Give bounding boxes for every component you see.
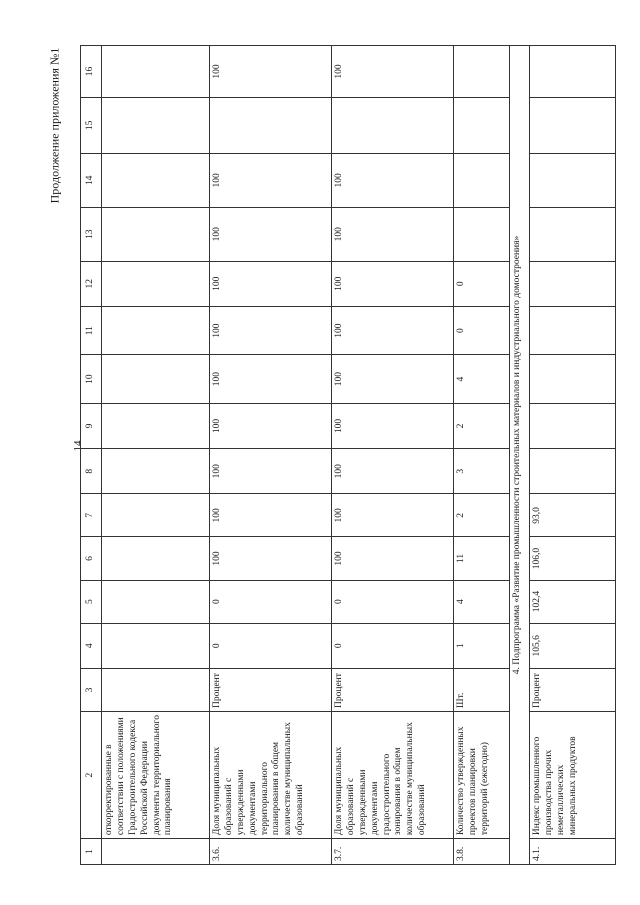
table-row: [530, 46, 616, 865]
value-cell: 100: [210, 355, 332, 403]
header-cell: 13: [81, 207, 102, 261]
value-cell: 100: [210, 403, 332, 448]
value-cell: 100: [332, 46, 454, 98]
value-cell: [102, 537, 210, 580]
value-cell: [102, 261, 210, 306]
indicator-name-cell: Количество утвержденных проектов планировки территорий (ежегодно): [454, 711, 510, 838]
value-cell: [102, 449, 210, 494]
unit-cell: Шт.: [454, 668, 510, 711]
value-cell: 0: [210, 580, 332, 623]
unit-cell: Процент: [530, 668, 616, 711]
indicator-name-cell: Доля муниципальных образований с утвержденными документами градостроительного зонирования в общем количестве муниципальных образований: [332, 711, 454, 838]
value-cell: 100: [210, 494, 332, 537]
value-cell: [102, 153, 210, 207]
value-cell: 100: [332, 306, 454, 354]
page-number: 14: [72, 440, 84, 452]
value-cell: 102,4: [530, 580, 616, 623]
header-cell: 6: [81, 537, 102, 580]
header-cell: 12: [81, 261, 102, 306]
value-cell: [332, 97, 454, 153]
value-cell: 11: [454, 537, 510, 580]
value-cell: 1: [454, 623, 510, 668]
value-cell: [530, 207, 616, 261]
value-cell: [530, 403, 616, 448]
value-cell: 4: [454, 355, 510, 403]
header-cell: 9: [81, 403, 102, 448]
value-cell: [102, 207, 210, 261]
header-cell: 3: [81, 668, 102, 711]
table-row: [102, 46, 210, 865]
value-cell: [102, 403, 210, 448]
value-cell: 100: [210, 537, 332, 580]
value-cell: [102, 355, 210, 403]
value-cell: [454, 207, 510, 261]
table-row: [210, 46, 332, 865]
value-cell: [102, 306, 210, 354]
indicator-name-cell: Индекс промышленного производства прочих неметаллических минеральных продуктов: [530, 711, 616, 838]
header-cell: 11: [81, 306, 102, 354]
indicator-name-cell: Доля муниципальных образований с утвержденными документами территориального планирования в общем количестве муниципальных образований: [210, 711, 332, 838]
value-cell: 100: [210, 449, 332, 494]
value-cell: 100: [332, 403, 454, 448]
subprogram-title: 4. Подпрограмма «Развитие промышленности строительных материалов и индустриального домостроения»: [510, 46, 530, 865]
value-cell: [454, 153, 510, 207]
value-cell: 93,0: [530, 494, 616, 537]
row-number-cell: 3.7.: [332, 839, 454, 865]
header-row: [81, 46, 102, 865]
header-cell: 16: [81, 46, 102, 98]
header-cell: 2: [81, 711, 102, 838]
subprogram-row: [510, 46, 530, 865]
unit-cell: Процент: [332, 668, 454, 711]
table-row: [454, 46, 510, 865]
value-cell: 100: [210, 46, 332, 98]
value-cell: [102, 580, 210, 623]
row-number-cell: 3.8.: [454, 839, 510, 865]
value-cell: 0: [332, 623, 454, 668]
value-cell: [454, 46, 510, 98]
header-cell: 4: [81, 623, 102, 668]
value-cell: 100: [210, 207, 332, 261]
value-cell: 100: [332, 449, 454, 494]
value-cell: 100: [210, 153, 332, 207]
value-cell: [530, 46, 616, 98]
value-cell: 100: [332, 355, 454, 403]
row-number-cell: 4.1.: [530, 839, 616, 865]
header-cell: 8: [81, 449, 102, 494]
row-number-cell: [102, 839, 210, 865]
table-row: [332, 46, 454, 865]
value-cell: [102, 97, 210, 153]
value-cell: 105,6: [530, 623, 616, 668]
value-cell: 3: [454, 449, 510, 494]
value-cell: [102, 46, 210, 98]
value-cell: [530, 449, 616, 494]
value-cell: 100: [332, 153, 454, 207]
value-cell: [530, 306, 616, 354]
header-cell: 14: [81, 153, 102, 207]
header-cell: 5: [81, 580, 102, 623]
value-cell: [530, 97, 616, 153]
value-cell: 2: [454, 494, 510, 537]
header-cell: 10: [81, 355, 102, 403]
value-cell: 100: [332, 494, 454, 537]
table-body: [81, 46, 616, 865]
value-cell: 2: [454, 403, 510, 448]
value-cell: 0: [332, 580, 454, 623]
value-cell: 100: [210, 306, 332, 354]
unit-cell: Процент: [210, 668, 332, 711]
continuation-label: Продолжение приложения №1: [47, 47, 62, 204]
value-cell: 100: [332, 537, 454, 580]
indicators-table: [80, 45, 616, 865]
value-cell: [530, 355, 616, 403]
value-cell: [530, 153, 616, 207]
value-cell: 100: [332, 207, 454, 261]
header-cell: 15: [81, 97, 102, 153]
value-cell: [210, 97, 332, 153]
value-cell: 4: [454, 580, 510, 623]
value-cell: [102, 623, 210, 668]
value-cell: 0: [210, 623, 332, 668]
header-cell: 1: [81, 839, 102, 865]
value-cell: 106,0: [530, 537, 616, 580]
header-cell: 7: [81, 494, 102, 537]
value-cell: 0: [454, 261, 510, 306]
value-cell: [102, 494, 210, 537]
value-cell: [530, 261, 616, 306]
document-table-area: [80, 45, 610, 865]
indicator-name-cell: откорректированные в соответствии с положениями Градостроительного кодекса Российской Федерации документы территориального планирования: [102, 711, 210, 838]
value-cell: 100: [332, 261, 454, 306]
unit-cell: [102, 668, 210, 711]
value-cell: 100: [210, 261, 332, 306]
value-cell: [454, 97, 510, 153]
value-cell: 0: [454, 306, 510, 354]
row-number-cell: 3.6.: [210, 839, 332, 865]
